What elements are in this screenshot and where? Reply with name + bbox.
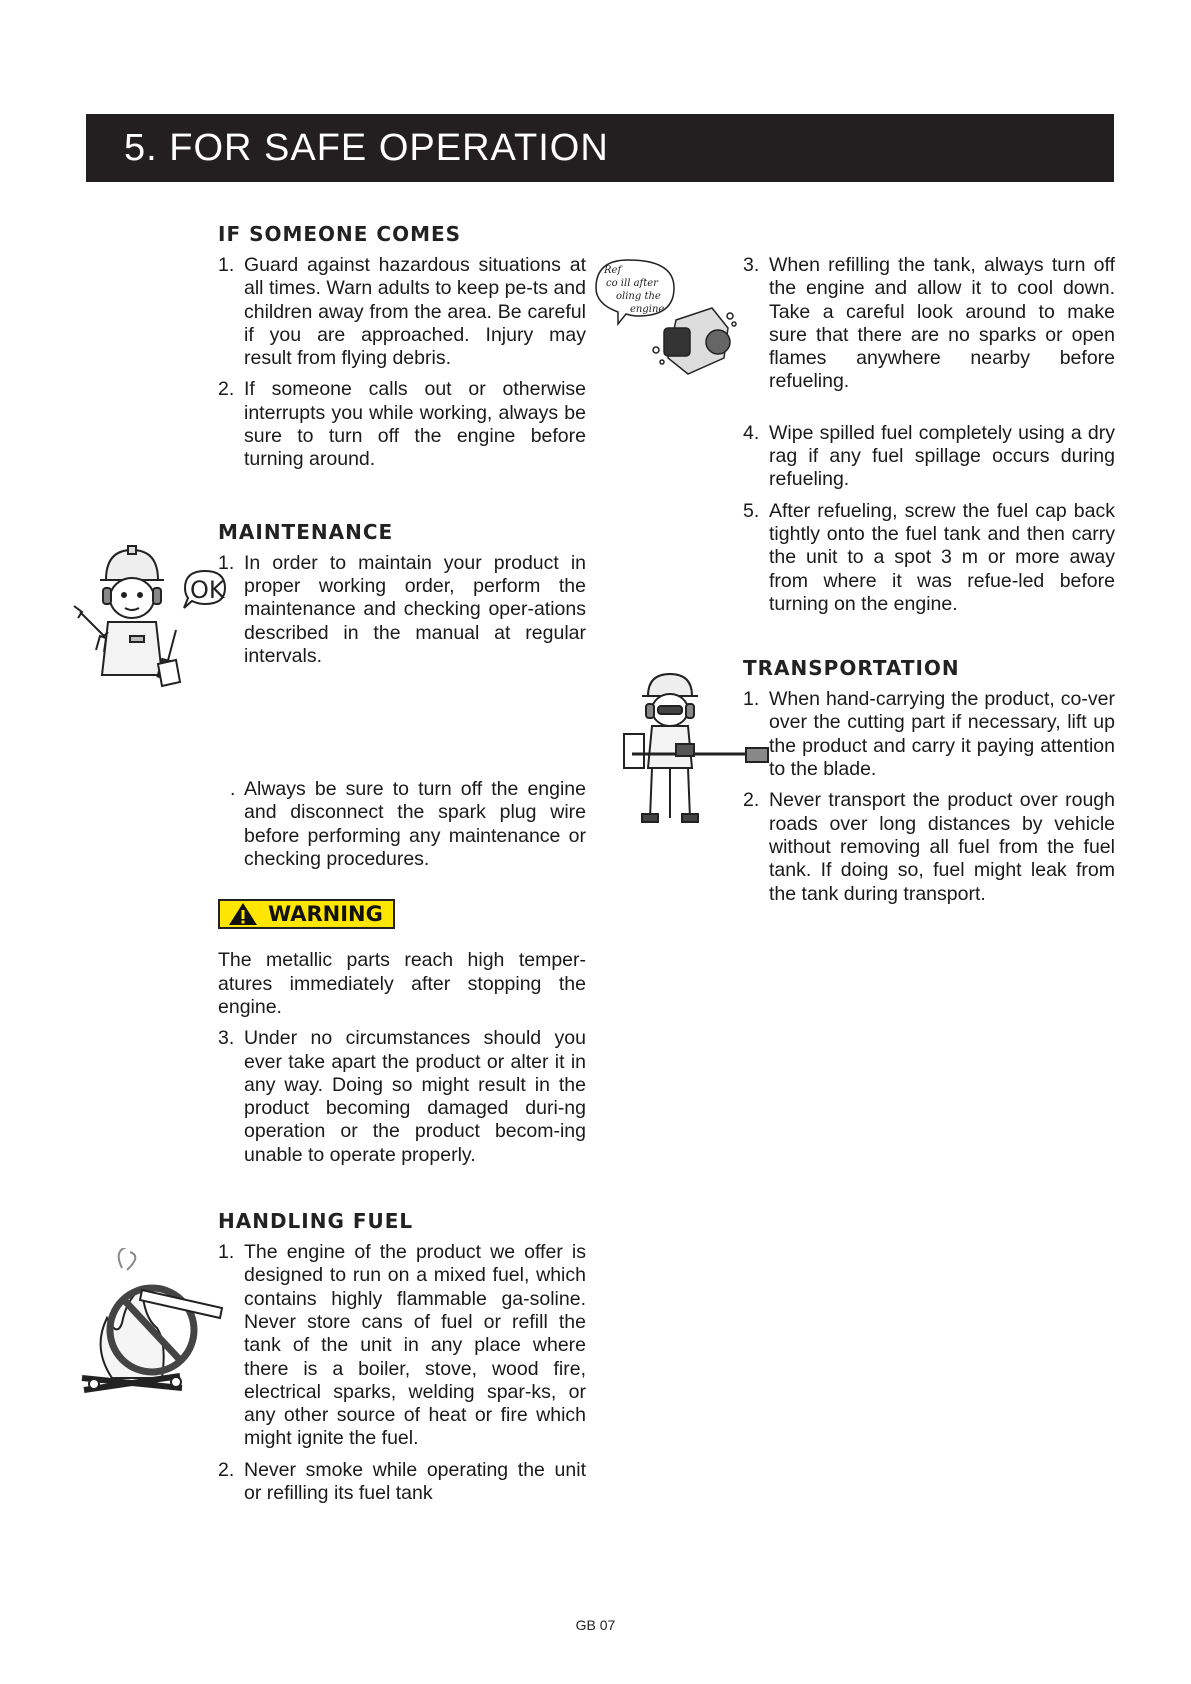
refuel-bubble-text: Ref co ill after oling the engine bbox=[604, 265, 665, 315]
maintenance-item-1: 1. In order to maintain your product in proper working order, perform the maintenance and checking oper-ations described in the manual at regular intervals. bbox=[218, 551, 586, 667]
left-column bbox=[218, 222, 586, 1505]
handling-fuel-item-1: 1. The engine of the product we offer is designed to run on a mixed fuel, which contains highly flammable ga-soline. Never store cans of fuel or refill the tank of the unit in any place where there is a boiler, stove, wood fire, electrical sparks, welding spar-ks, or any other source of heat or fire which might ignite the fuel. bbox=[218, 1241, 586, 1450]
transportation-item-2: 2. Never transport the product over rough roads over long distances by vehicle without removing all fuel from the fuel tank. If doing so, fuel might leak from the tank during transport. bbox=[743, 789, 1115, 905]
warning-triangle-icon bbox=[228, 902, 258, 926]
fuel-item-4: 4. Wipe spilled fuel completely using a dry rag if any fuel spillage occurs during refueling. bbox=[743, 421, 1115, 491]
handling-fuel-item-2: 2. Never smoke while operating the unit or refilling its fuel tank bbox=[218, 1458, 586, 1504]
maintenance-item-3: 3. Under no circumstances should you ever take apart the product or alter it in any way. Doing so might result in the product becoming damaged duri-ng operation or the product becom-ing unable to operate properly. bbox=[218, 1027, 586, 1166]
warning-label: WARNING bbox=[218, 899, 395, 929]
fuel-item-3: 3. When refilling the tank, always turn off the engine and allow it to cool down. Take a careful look around to make sure that there are no sparks or open flames anywhere nearby before refueling. bbox=[743, 254, 1115, 393]
transportation-item-1: 1. When hand-carrying the product, co-ver over the cutting part if necessary, lift up the product and carry it paying attention to the blade. bbox=[743, 688, 1115, 781]
page-number: GB 07 bbox=[575, 1617, 616, 1633]
someone-comes-item-2: 2. If someone calls out or otherwise interrupts you while working, always be sure to turn off the engine before turning around. bbox=[218, 378, 586, 471]
no-fire-illustration bbox=[72, 1248, 232, 1403]
heading-maintenance: MAINTENANCE bbox=[218, 519, 394, 544]
fuel-item-5: 5. After refueling, screw the fuel cap back tightly onto the fuel tank and then carry the unit to a spot 3 m or more away from where it was refue-led before turning on the engine. bbox=[743, 499, 1115, 615]
section-title: 5. FOR SAFE OPERATION bbox=[124, 127, 609, 169]
ok-bubble-text: OK bbox=[190, 576, 225, 604]
heading-if-someone-comes: IF SOMEONE COMES bbox=[218, 222, 462, 246]
heading-transportation: TRANSPORTATION bbox=[743, 656, 960, 681]
transport-worker-illustration bbox=[622, 668, 772, 833]
right-column bbox=[743, 254, 1115, 906]
warning-text: The metallic parts reach high temper-atures immediately after stopping the engine. bbox=[218, 949, 586, 1018]
someone-comes-item-1: 1. Guard against hazardous situations at all times. Warn adults to keep pe-ts and children away from the area. Be careful if you are approached. Injury may result from flying debris. bbox=[218, 254, 586, 370]
refueling-illustration bbox=[592, 258, 742, 383]
maintenance-item-2: . Always be sure to turn off the engine and disconnect the spark plug wire before performing any maintenance or checking procedures. bbox=[230, 778, 586, 871]
heading-handling-fuel: HANDLING FUEL bbox=[218, 1209, 414, 1234]
maintenance-worker-illustration bbox=[70, 540, 225, 695]
section-title-bar bbox=[86, 114, 1114, 182]
